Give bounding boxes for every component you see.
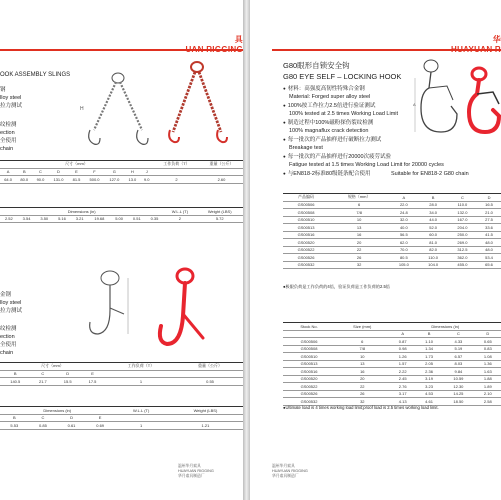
table-cell: 6 xyxy=(329,201,389,209)
table-cell: GS00532 xyxy=(283,398,335,406)
table-header: 工作负荷（T） xyxy=(105,363,177,371)
table-row xyxy=(0,215,243,223)
table-header: Dimensions (in) xyxy=(390,323,501,331)
left-footer xyxy=(178,464,214,479)
table-cell: GS00510 xyxy=(283,216,329,224)
table-row xyxy=(283,398,501,406)
footer-line: 温州华月索具 xyxy=(178,464,201,468)
table-cell: 1.57 xyxy=(390,360,416,368)
left-s2-line: ection xyxy=(0,334,15,340)
table-cell: 1.89 xyxy=(475,383,501,391)
table-cell: 62.0 xyxy=(389,239,418,247)
table-cell: 22 xyxy=(335,383,389,391)
svg-text:H: H xyxy=(80,106,84,112)
table-row xyxy=(0,378,243,386)
table-cell: GS00522 xyxy=(283,246,329,254)
table-subheader: D xyxy=(55,370,80,378)
table-cell: 33.6 xyxy=(477,224,501,232)
table-cell: 64.0 xyxy=(0,176,16,184)
table-cell: 90.0 xyxy=(32,176,48,184)
table-cell: 10.59 xyxy=(442,375,474,383)
left-s1-metric-table xyxy=(0,160,243,184)
table-cell: 13 xyxy=(335,360,389,368)
table-subheader: B xyxy=(416,330,442,338)
table-cell: 250.0 xyxy=(448,231,477,239)
table-cell: 167.0 xyxy=(448,216,477,224)
table-row xyxy=(0,176,243,184)
footer-line: HUAYUAN RIGGING xyxy=(178,468,214,473)
table-row xyxy=(283,390,501,398)
table-cell: 3.50 xyxy=(35,215,53,223)
table-subheader: C xyxy=(30,370,55,378)
table-cell: 3.23 xyxy=(416,383,442,391)
table-cell: 4.53 xyxy=(416,390,442,398)
table-cell: 1.08 xyxy=(475,353,501,361)
table-cell: GS00516 xyxy=(283,231,329,239)
table-cell: 105.0 xyxy=(389,261,418,269)
table-cell: 2 xyxy=(153,176,200,184)
table-subheader: D xyxy=(49,168,69,176)
table-cell: 9.0 xyxy=(140,176,152,184)
table-cell: 5.16 xyxy=(53,215,71,223)
table-cell: 269.0 xyxy=(448,239,477,247)
table-subheader: D xyxy=(475,330,501,338)
table-cell: 17.5 xyxy=(80,378,105,386)
table-cell: GS00508 xyxy=(283,209,329,217)
table-cell: 104.0 xyxy=(419,261,448,269)
right-note-cn: ●极限负荷是工作负荷的4倍，验证负荷是工作负荷的2.5倍 xyxy=(283,284,390,289)
table-cell: 60.0 xyxy=(419,231,448,239)
table-cell: 2.76 xyxy=(390,383,416,391)
table-cell: GS00526 xyxy=(283,390,335,398)
table-cell: 1.21 xyxy=(168,422,243,430)
table-cell: 3.21 xyxy=(71,215,89,223)
table-row xyxy=(283,201,501,209)
table-cell: 27.5 xyxy=(477,216,501,224)
left-s2-line: 金钢 xyxy=(0,292,12,298)
table-cell: 2.58 xyxy=(475,398,501,406)
table-cell: 4.61 xyxy=(416,398,442,406)
table-cell: 44.0 xyxy=(419,216,448,224)
right-brand xyxy=(421,34,501,54)
footer-line: 华月索具制造厂 xyxy=(178,473,205,478)
table-subheader: G xyxy=(104,168,124,176)
table-cell: 0.61 xyxy=(57,422,86,430)
table-cell: 2.45 xyxy=(390,375,416,383)
feature-bullet-en: 100% tested at 2.5 times Working Load Limit xyxy=(289,111,399,117)
table-cell: 26 xyxy=(329,254,389,262)
table-header: 工作负荷（T） xyxy=(153,161,200,169)
table-cell: 7/8 xyxy=(335,345,389,353)
right-title-en: G80 EYE SELF – LOCKING HOOK xyxy=(283,72,402,81)
footer-line: 温州华月索具 xyxy=(272,464,295,468)
table-cell: 9.84 xyxy=(442,368,474,376)
feature-bullet: ● 每一批次的产品抽样进行20000次疲劳试验 xyxy=(283,154,391,160)
left-s2-imperial-table xyxy=(0,406,243,430)
chain-sling-drawing xyxy=(78,70,158,150)
table-cell: 40.0 xyxy=(389,224,418,232)
right-brand-cn: 华 xyxy=(492,35,501,44)
table-row xyxy=(283,383,501,391)
table-cell: 362.0 xyxy=(448,254,477,262)
table-cell: 21.7 xyxy=(30,378,55,386)
table-cell: 70.0 xyxy=(389,246,418,254)
table-cell: 4.13 xyxy=(390,398,416,406)
table-subheader: E xyxy=(68,168,84,176)
table-header: W.L.L (T) xyxy=(163,208,196,216)
table-cell: 2.10 xyxy=(475,390,501,398)
left-s1-line: ection xyxy=(0,130,15,136)
left-s1-imperial-table xyxy=(0,207,243,223)
table-cell: 0.83 xyxy=(475,345,501,353)
table-header: B xyxy=(419,194,448,202)
table-cell: 312.5 xyxy=(448,246,477,254)
table-cell: 81.5 xyxy=(68,176,84,184)
table-row xyxy=(283,231,501,239)
table-cell: 140.5 xyxy=(0,378,30,386)
right-title-cn: G80眼形自锁安全钩 xyxy=(283,61,350,70)
table-cell: 5.19 xyxy=(442,345,474,353)
table-cell: GS00520 xyxy=(283,375,335,383)
table-cell: 3.17 xyxy=(390,390,416,398)
table-cell: 127.0 xyxy=(104,176,124,184)
table-cell: 41.5 xyxy=(477,231,501,239)
feature-bullet-en: Fatigue tested at 1.5 times Working Load Limit for 20000 cycles xyxy=(289,162,444,168)
table-cell: GS00522 xyxy=(283,383,335,391)
footer-line: 华月索具制造厂 xyxy=(272,473,299,478)
table-cell: 7/8 xyxy=(329,209,389,217)
feature-bullet: ● 制造过程中100%磁粉探伤裂纹检测 xyxy=(283,120,373,126)
left-s1-line: 钢 xyxy=(0,87,6,93)
left-s2-metric-table xyxy=(0,362,243,386)
table-cell: 34.0 xyxy=(419,209,448,217)
table-cell: 2.60 xyxy=(200,176,243,184)
table-row xyxy=(0,422,243,430)
table-subheader: D xyxy=(57,414,86,422)
table-cell: 18.50 xyxy=(442,398,474,406)
table-cell: 52.0 xyxy=(419,224,448,232)
table-header: Weight (LBS) xyxy=(168,407,243,415)
table-cell: 32.0 xyxy=(389,216,418,224)
table-cell: 13 xyxy=(329,224,389,232)
feature-bullet-en: Breakage test xyxy=(289,145,323,151)
table-cell: 0.69 xyxy=(86,422,115,430)
table-row xyxy=(283,254,501,262)
table-row xyxy=(283,345,501,353)
hook-drawing xyxy=(88,268,138,348)
table-cell: GS00516 xyxy=(283,368,335,376)
right-note-en: ●Ultimate load is 4 times working load limit;proof load is 2.5 times working load limit. xyxy=(283,405,439,410)
table-header: 尺寸（mm） xyxy=(0,161,153,169)
table-cell: 20 xyxy=(335,375,389,383)
table-cell: 32 xyxy=(335,398,389,406)
table-cell: 0.98 xyxy=(390,345,416,353)
table-cell: GS00520 xyxy=(283,239,329,247)
table-subheader: H xyxy=(124,168,140,176)
table-cell: 53.4 xyxy=(477,254,501,262)
table-cell: 2.52 xyxy=(0,215,18,223)
table-cell: 1 xyxy=(105,378,177,386)
table-cell: 5.53 xyxy=(0,422,29,430)
table-cell: GS00513 xyxy=(283,360,335,368)
table-subheader: A xyxy=(0,168,16,176)
feature-bullet: ● 与EN818-2标准80级链条配合使用 xyxy=(283,171,371,177)
table-row xyxy=(283,368,501,376)
table-header: 尺寸（mm） xyxy=(0,363,105,371)
table-cell: 4.33 xyxy=(442,338,474,346)
table-cell: 1.63 xyxy=(475,368,501,376)
feature-bullet-en: Suitable for EN818-2 G80 chain xyxy=(391,171,469,177)
book-gutter xyxy=(243,0,250,500)
table-header: Weight (LBS) xyxy=(196,208,243,216)
table-header: A xyxy=(389,194,418,202)
table-cell: 56.5 xyxy=(389,231,418,239)
table-cell: 19.68 xyxy=(89,215,111,223)
table-cell: 21.0 xyxy=(477,209,501,217)
feature-bullet: ● 每一批次的产品抽样进行破断拉力测试 xyxy=(283,137,381,143)
table-row xyxy=(283,209,501,217)
table-cell: 5.00 xyxy=(110,215,128,223)
left-brand xyxy=(183,34,243,54)
table-cell: GS00513 xyxy=(283,224,329,232)
table-cell: 65.6 xyxy=(477,261,501,269)
table-cell: GS00526 xyxy=(283,254,329,262)
right-header-rule xyxy=(272,49,501,51)
table-cell: 80.0 xyxy=(16,176,32,184)
table-cell: 16 xyxy=(335,368,389,376)
table-subheader: C xyxy=(29,414,58,422)
table-subheader: E xyxy=(86,414,115,422)
table-cell: 500.0 xyxy=(85,176,105,184)
table-cell: 28.0 xyxy=(419,201,448,209)
table-row xyxy=(283,375,501,383)
table-cell: 110.0 xyxy=(419,254,448,262)
right-page xyxy=(250,0,501,500)
table-row xyxy=(283,246,501,254)
table-cell: 3.19 xyxy=(416,375,442,383)
table-header: 重量（公斤） xyxy=(177,363,243,371)
left-s1-line: chain xyxy=(0,146,14,152)
left-s1-line: 纹检测 xyxy=(0,122,17,128)
table-header: 规格（mm） xyxy=(329,194,389,202)
table-header: Stock No. xyxy=(283,323,335,331)
table-cell: GS00532 xyxy=(283,261,329,269)
left-s2-line: 拉力测试 xyxy=(0,308,23,314)
table-subheader: F xyxy=(85,168,105,176)
table-cell: 0.55 xyxy=(177,378,243,386)
table-cell: 81.0 xyxy=(419,239,448,247)
table-subheader: C xyxy=(32,168,48,176)
footer-line: HUAYUAN RIGGING xyxy=(272,468,308,473)
self-locking-hook-photo xyxy=(465,66,501,136)
table-cell: 6 xyxy=(335,338,389,346)
left-page xyxy=(0,0,243,500)
table-row xyxy=(283,216,501,224)
table-cell: 16 xyxy=(329,231,389,239)
right-footer xyxy=(272,464,308,479)
table-cell: 1.26 xyxy=(390,353,416,361)
table-cell: 132.0 xyxy=(448,209,477,217)
left-s2-line: chain xyxy=(0,350,14,356)
table-cell: 48.0 xyxy=(477,239,501,247)
table-cell: 1.73 xyxy=(416,353,442,361)
left-brand-cn: 具 xyxy=(234,35,243,44)
left-s2-line: lloy steel xyxy=(0,300,22,306)
table-cell: 20 xyxy=(329,239,389,247)
table-cell: 24.8 xyxy=(389,209,418,217)
table-cell: 1.88 xyxy=(475,375,501,383)
right-imperial-table xyxy=(283,322,501,406)
left-s2-line: 纹检测 xyxy=(0,326,17,332)
table-cell: 0.65 xyxy=(475,338,501,346)
table-cell: GS00510 xyxy=(283,353,335,361)
table-cell: 0.35 xyxy=(146,215,164,223)
table-cell: GS00506 xyxy=(283,201,329,209)
feature-bullet-en: Material: Forged super alloy steel xyxy=(289,94,371,100)
table-cell: 10 xyxy=(335,353,389,361)
feature-bullet-en: 100% magnaflux crack detection xyxy=(289,128,369,134)
table-subheader: J xyxy=(140,168,152,176)
chain-sling-photo xyxy=(165,60,230,145)
table-cell: 3.54 xyxy=(18,215,36,223)
right-metric-table xyxy=(283,193,501,269)
table-cell: 13.0 xyxy=(124,176,140,184)
table-cell: 1 xyxy=(114,422,167,430)
table-cell: 15.5 xyxy=(55,378,80,386)
table-header: W.L.L (T) xyxy=(114,407,167,415)
table-row xyxy=(283,224,501,232)
table-row xyxy=(283,360,501,368)
table-cell: 12.30 xyxy=(442,383,474,391)
table-header: 产品编码 xyxy=(283,194,329,202)
table-cell: 455.0 xyxy=(448,261,477,269)
table-cell: 14.25 xyxy=(442,390,474,398)
table-row xyxy=(283,261,501,269)
table-cell: 131.0 xyxy=(49,176,69,184)
svg-text:A: A xyxy=(413,102,416,107)
left-s1-line: 拉力测试 xyxy=(0,103,23,109)
table-cell: 82.0 xyxy=(419,246,448,254)
table-cell: 2.36 xyxy=(416,368,442,376)
table-header: Dimensions (in) xyxy=(0,407,114,415)
table-cell: 2 xyxy=(163,215,196,223)
feature-bullet: ● 100%按工作拉力2.5倍进行验证测试 xyxy=(283,103,375,109)
table-cell: 6.57 xyxy=(442,353,474,361)
left-header-rule xyxy=(0,49,243,51)
table-cell: 26 xyxy=(335,390,389,398)
table-subheader: B xyxy=(0,370,30,378)
table-cell: 2.05 xyxy=(416,360,442,368)
table-cell: 1.34 xyxy=(416,345,442,353)
table-cell: 32 xyxy=(329,261,389,269)
table-header: C xyxy=(448,194,477,202)
table-cell: 2.22 xyxy=(390,368,416,376)
table-cell: 22 xyxy=(329,246,389,254)
table-cell: 204.0 xyxy=(448,224,477,232)
table-cell: 1.36 xyxy=(475,360,501,368)
feature-bullet: ● 材料：高强度高韧性特殊合金钢 xyxy=(283,86,365,92)
table-subheader: B xyxy=(0,414,29,422)
table-cell: 5.72 xyxy=(196,215,243,223)
table-subheader: C xyxy=(442,330,474,338)
left-s1-line: 全使用 xyxy=(0,138,17,144)
table-header: Size (mm) xyxy=(335,323,389,331)
table-subheader: B xyxy=(16,168,32,176)
table-cell: 16.5 xyxy=(477,201,501,209)
self-locking-hook-drawing xyxy=(413,58,468,143)
table-cell: 8.03 xyxy=(442,360,474,368)
table-cell: 10 xyxy=(329,216,389,224)
table-cell: 80.5 xyxy=(389,254,418,262)
red-hook-photo xyxy=(155,266,210,356)
table-header: 重量（公斤） xyxy=(200,161,243,169)
table-cell: GS00506 xyxy=(283,338,335,346)
table-cell: 48.0 xyxy=(477,246,501,254)
table-cell: 0.51 xyxy=(128,215,146,223)
table-row xyxy=(283,353,501,361)
left-s2-line: 全使用 xyxy=(0,342,17,348)
left-section1-heading: OOK ASSEMBLY SLINGS xyxy=(0,72,71,78)
table-cell: 0.85 xyxy=(29,422,58,430)
table-subheader: A xyxy=(390,330,416,338)
table-header: D xyxy=(477,194,501,202)
table-cell: GS00508 xyxy=(283,345,335,353)
left-s1-line: lloy steel xyxy=(0,95,22,101)
table-header: Dimensions (in) xyxy=(0,208,163,216)
table-subheader: E xyxy=(80,370,105,378)
table-cell: 0.87 xyxy=(390,338,416,346)
table-row xyxy=(283,338,501,346)
table-row xyxy=(283,239,501,247)
table-cell: 110.0 xyxy=(448,201,477,209)
table-cell: 22.0 xyxy=(389,201,418,209)
table-cell: 1.10 xyxy=(416,338,442,346)
